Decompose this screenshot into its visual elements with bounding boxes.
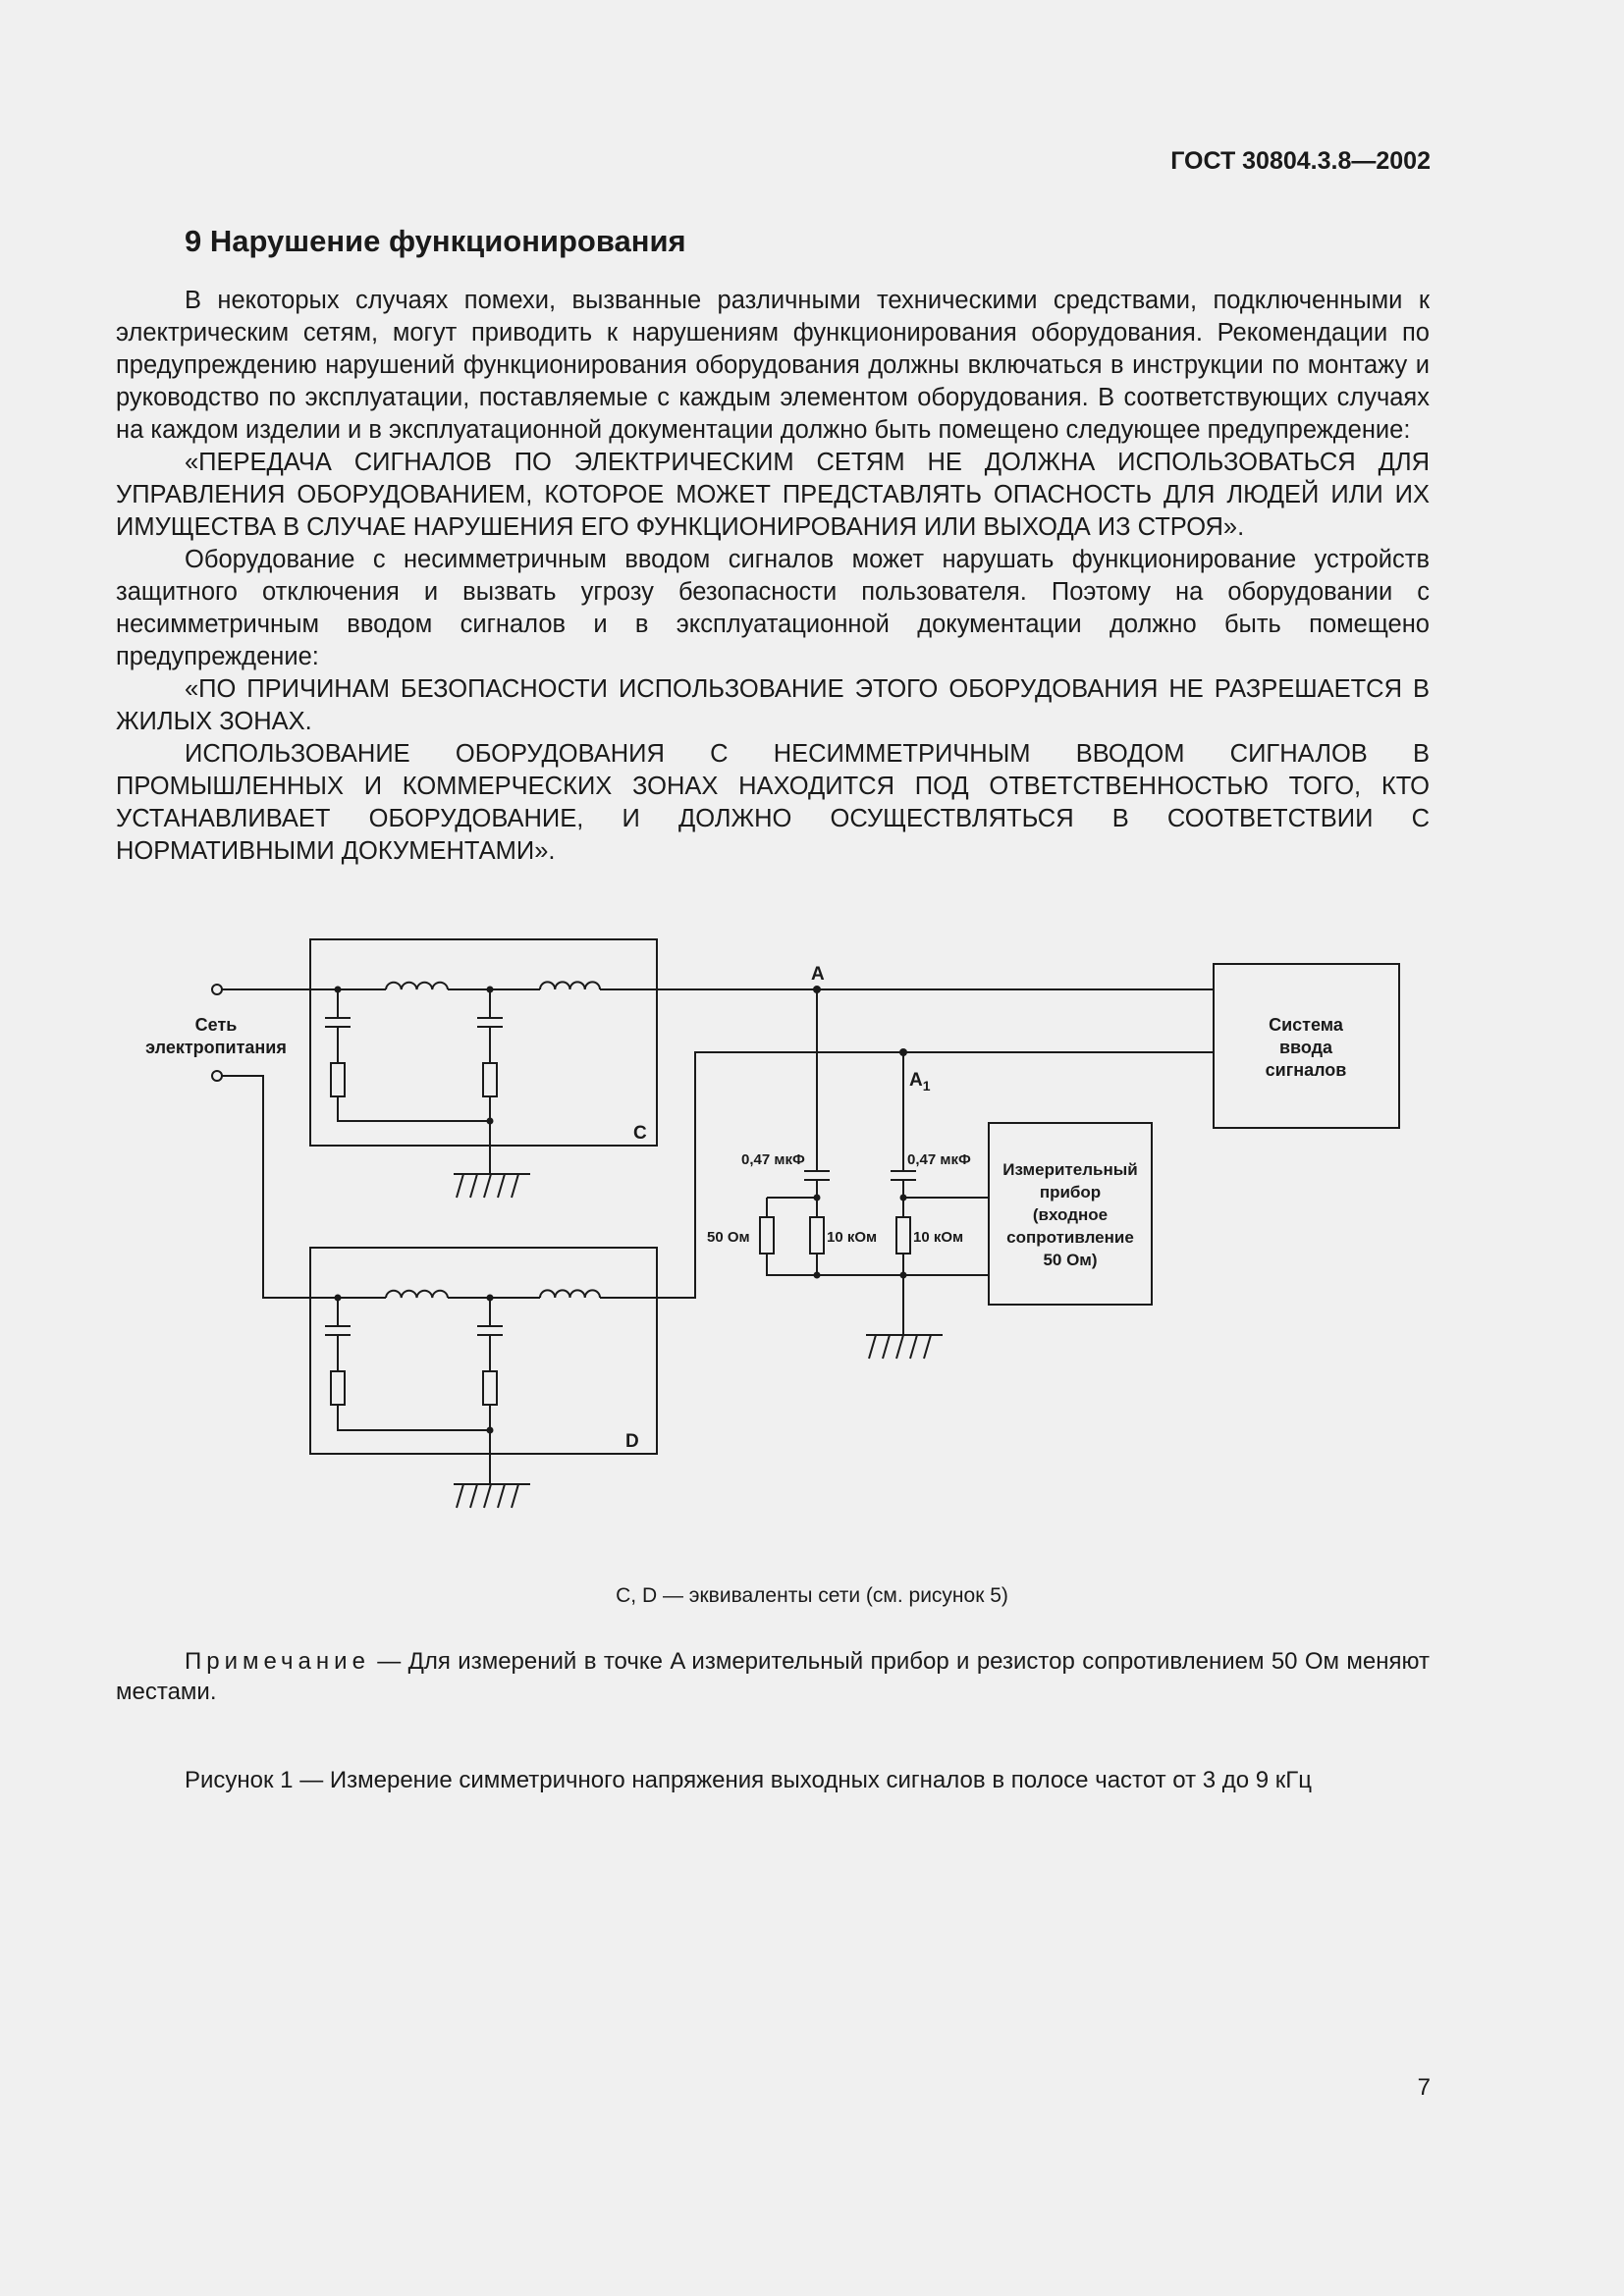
system-label-line1: Система [1269, 1015, 1343, 1035]
inductor-c1 [386, 983, 448, 989]
page-number: 7 [1417, 2074, 1431, 2101]
resistor-d2 [483, 1371, 497, 1405]
junction [335, 1295, 342, 1302]
res-10k-right-label: 10 кОм [913, 1229, 964, 1246]
network-d-box [310, 1248, 657, 1454]
system-label-line2: ввода [1278, 1038, 1333, 1057]
node-a1-subscript: 1 [922, 1078, 931, 1094]
resistor-50-ohm [760, 1217, 774, 1254]
paragraph-1: В некоторых случаях помехи, вызванные различными техническими средствами, подключенными к электрическим сетям, могут приводить к нарушениям функционирования оборудования. Рекомендации по предупреждению нарушений функционирования оборудования должны включаться в инструкции по монтажу и руководство по эксплуатации, поставляемые с каждым элементом оборудования. В соответствующих случаях на каждом изделии и в эксплуатационной документации должно быть помещено следующее предупреждение: [116, 287, 1430, 444]
junction [814, 1272, 821, 1279]
diagram-caption: C, D — эквиваленты сети (см. рисунок 5) [616, 1584, 1008, 1607]
ground-c [454, 1174, 530, 1198]
inductor-d1 [386, 1291, 448, 1298]
junction [814, 1195, 821, 1201]
cap-left-label: 0,47 мкФ [741, 1151, 805, 1168]
mains-terminal-bottom [212, 1071, 222, 1081]
figure-caption: Рисунок 1 — Измерение симметричного напряжения выходных сигналов в полосе частот от 3 до 9 кГц [185, 1767, 1313, 1793]
meter-label-line4: сопротивление [1006, 1228, 1134, 1247]
ground-meter [866, 1335, 943, 1359]
resistor-c1 [331, 1063, 345, 1096]
inductor-c2 [540, 982, 600, 989]
node-a1-letter: A [909, 1070, 923, 1091]
junction [335, 987, 342, 993]
cap-right-label: 0,47 мкФ [907, 1151, 971, 1168]
junction [900, 1272, 907, 1279]
resistor-10k-right [896, 1217, 910, 1254]
meter-label-line2: прибор [1039, 1183, 1102, 1201]
shunt-d2 [477, 1298, 503, 1484]
ground-d [454, 1484, 530, 1508]
junction [487, 1295, 494, 1302]
junction [900, 1195, 907, 1201]
shunt-c1 [325, 989, 490, 1121]
shunt-d1 [325, 1298, 490, 1430]
junction [487, 987, 494, 993]
network-c-box [310, 939, 657, 1146]
note-label: Примечание [185, 1648, 370, 1675]
meter-label-line1: Измерительный [1002, 1160, 1138, 1179]
res-10k-left-label: 10 кОм [827, 1229, 878, 1246]
node-a1-label [909, 1070, 931, 1094]
mains-terminal-top [212, 985, 222, 994]
junction [487, 1118, 494, 1125]
note-text: — Для измерений в точке A измерительный прибор и резистор сопротивлением 50 Ом меняют местами. [116, 1648, 1430, 1705]
resistor-d1 [331, 1371, 345, 1405]
section-title: 9 Нарушение функционирования [185, 224, 686, 258]
inductor-d2 [540, 1290, 600, 1298]
mains-label-line1: Сеть [194, 1015, 238, 1035]
branch-a1 [891, 1052, 989, 1335]
meter-label-line5: 50 Ом) [1043, 1251, 1098, 1269]
res-50-label: 50 Ом [707, 1229, 750, 1246]
resistor-c2 [483, 1063, 497, 1096]
resistor-10k-left [810, 1217, 824, 1254]
warning-2b: ИСПОЛЬЗОВАНИЕ ОБОРУДОВАНИЯ С НЕСИММЕТРИЧНЫМ ВВОДОМ СИГНАЛОВ В ПРОМЫШЛЕННЫХ И КОММЕРЧЕСКИХ ЗОНАХ НАХОДИТСЯ ПОД ОТВЕТСТВЕННОСТЬЮ ТОГО, КТО УСТАНАВЛИВАЕТ ОБОРУДОВАНИЕ, И ДОЛЖНО ОСУЩЕСТВЛЯТЬСЯ В СООТВЕТСТВИИ С НОРМАТИВНЫМИ ДОКУМЕНТАМИ». [116, 740, 1430, 865]
paragraph-2: Оборудование с несимметричным вводом сигналов может нарушать функционирование устройств защитного отключения и вызвать угрозу безопасности пользователя. Поэтому на оборудовании с несимметричным вводом сигналов и в эксплуатационной документации должно быть помещено предупреждение: [116, 546, 1430, 670]
network-d-label: D [625, 1431, 639, 1452]
junction [487, 1427, 494, 1434]
system-label-line3: сигналов [1265, 1060, 1347, 1080]
warning-2a: «ПО ПРИЧИНАМ БЕЗОПАСНОСТИ ИСПОЛЬЗОВАНИЕ ЭТОГО ОБОРУДОВАНИЯ НЕ РАЗРЕШАЕТСЯ В ЖИЛЫХ ЗОНАХ. [116, 675, 1430, 735]
meter-label-line3: (входное [1032, 1205, 1109, 1224]
node-a-label: A [811, 964, 825, 985]
standard-id: ГОСТ 30804.3.8—2002 [1170, 147, 1431, 175]
warning-1: «ПЕРЕДАЧА СИГНАЛОВ ПО ЭЛЕКТРИЧЕСКИМ СЕТЯМ НЕ ДОЛЖНА ИСПОЛЬЗОВАТЬСЯ ДЛЯ УПРАВЛЕНИЯ ОБОРУДОВАНИЕМ, КОТОРОЕ МОЖЕТ ПРЕДСТАВЛЯТЬ ОПАСНОСТЬ ДЛЯ ЛЮДЕЙ ИЛИ ИХ ИМУЩЕСТВА В СЛУЧАЕ НАРУШЕНИЯ ЕГО ФУНКЦИОНИРОВАНИЯ ИЛИ ВЫХОДА ИЗ СТРОЯ». [116, 449, 1430, 541]
network-c-label: C [633, 1123, 647, 1144]
mains-label-line2: электропитания [145, 1038, 287, 1057]
note [116, 1646, 1430, 1707]
